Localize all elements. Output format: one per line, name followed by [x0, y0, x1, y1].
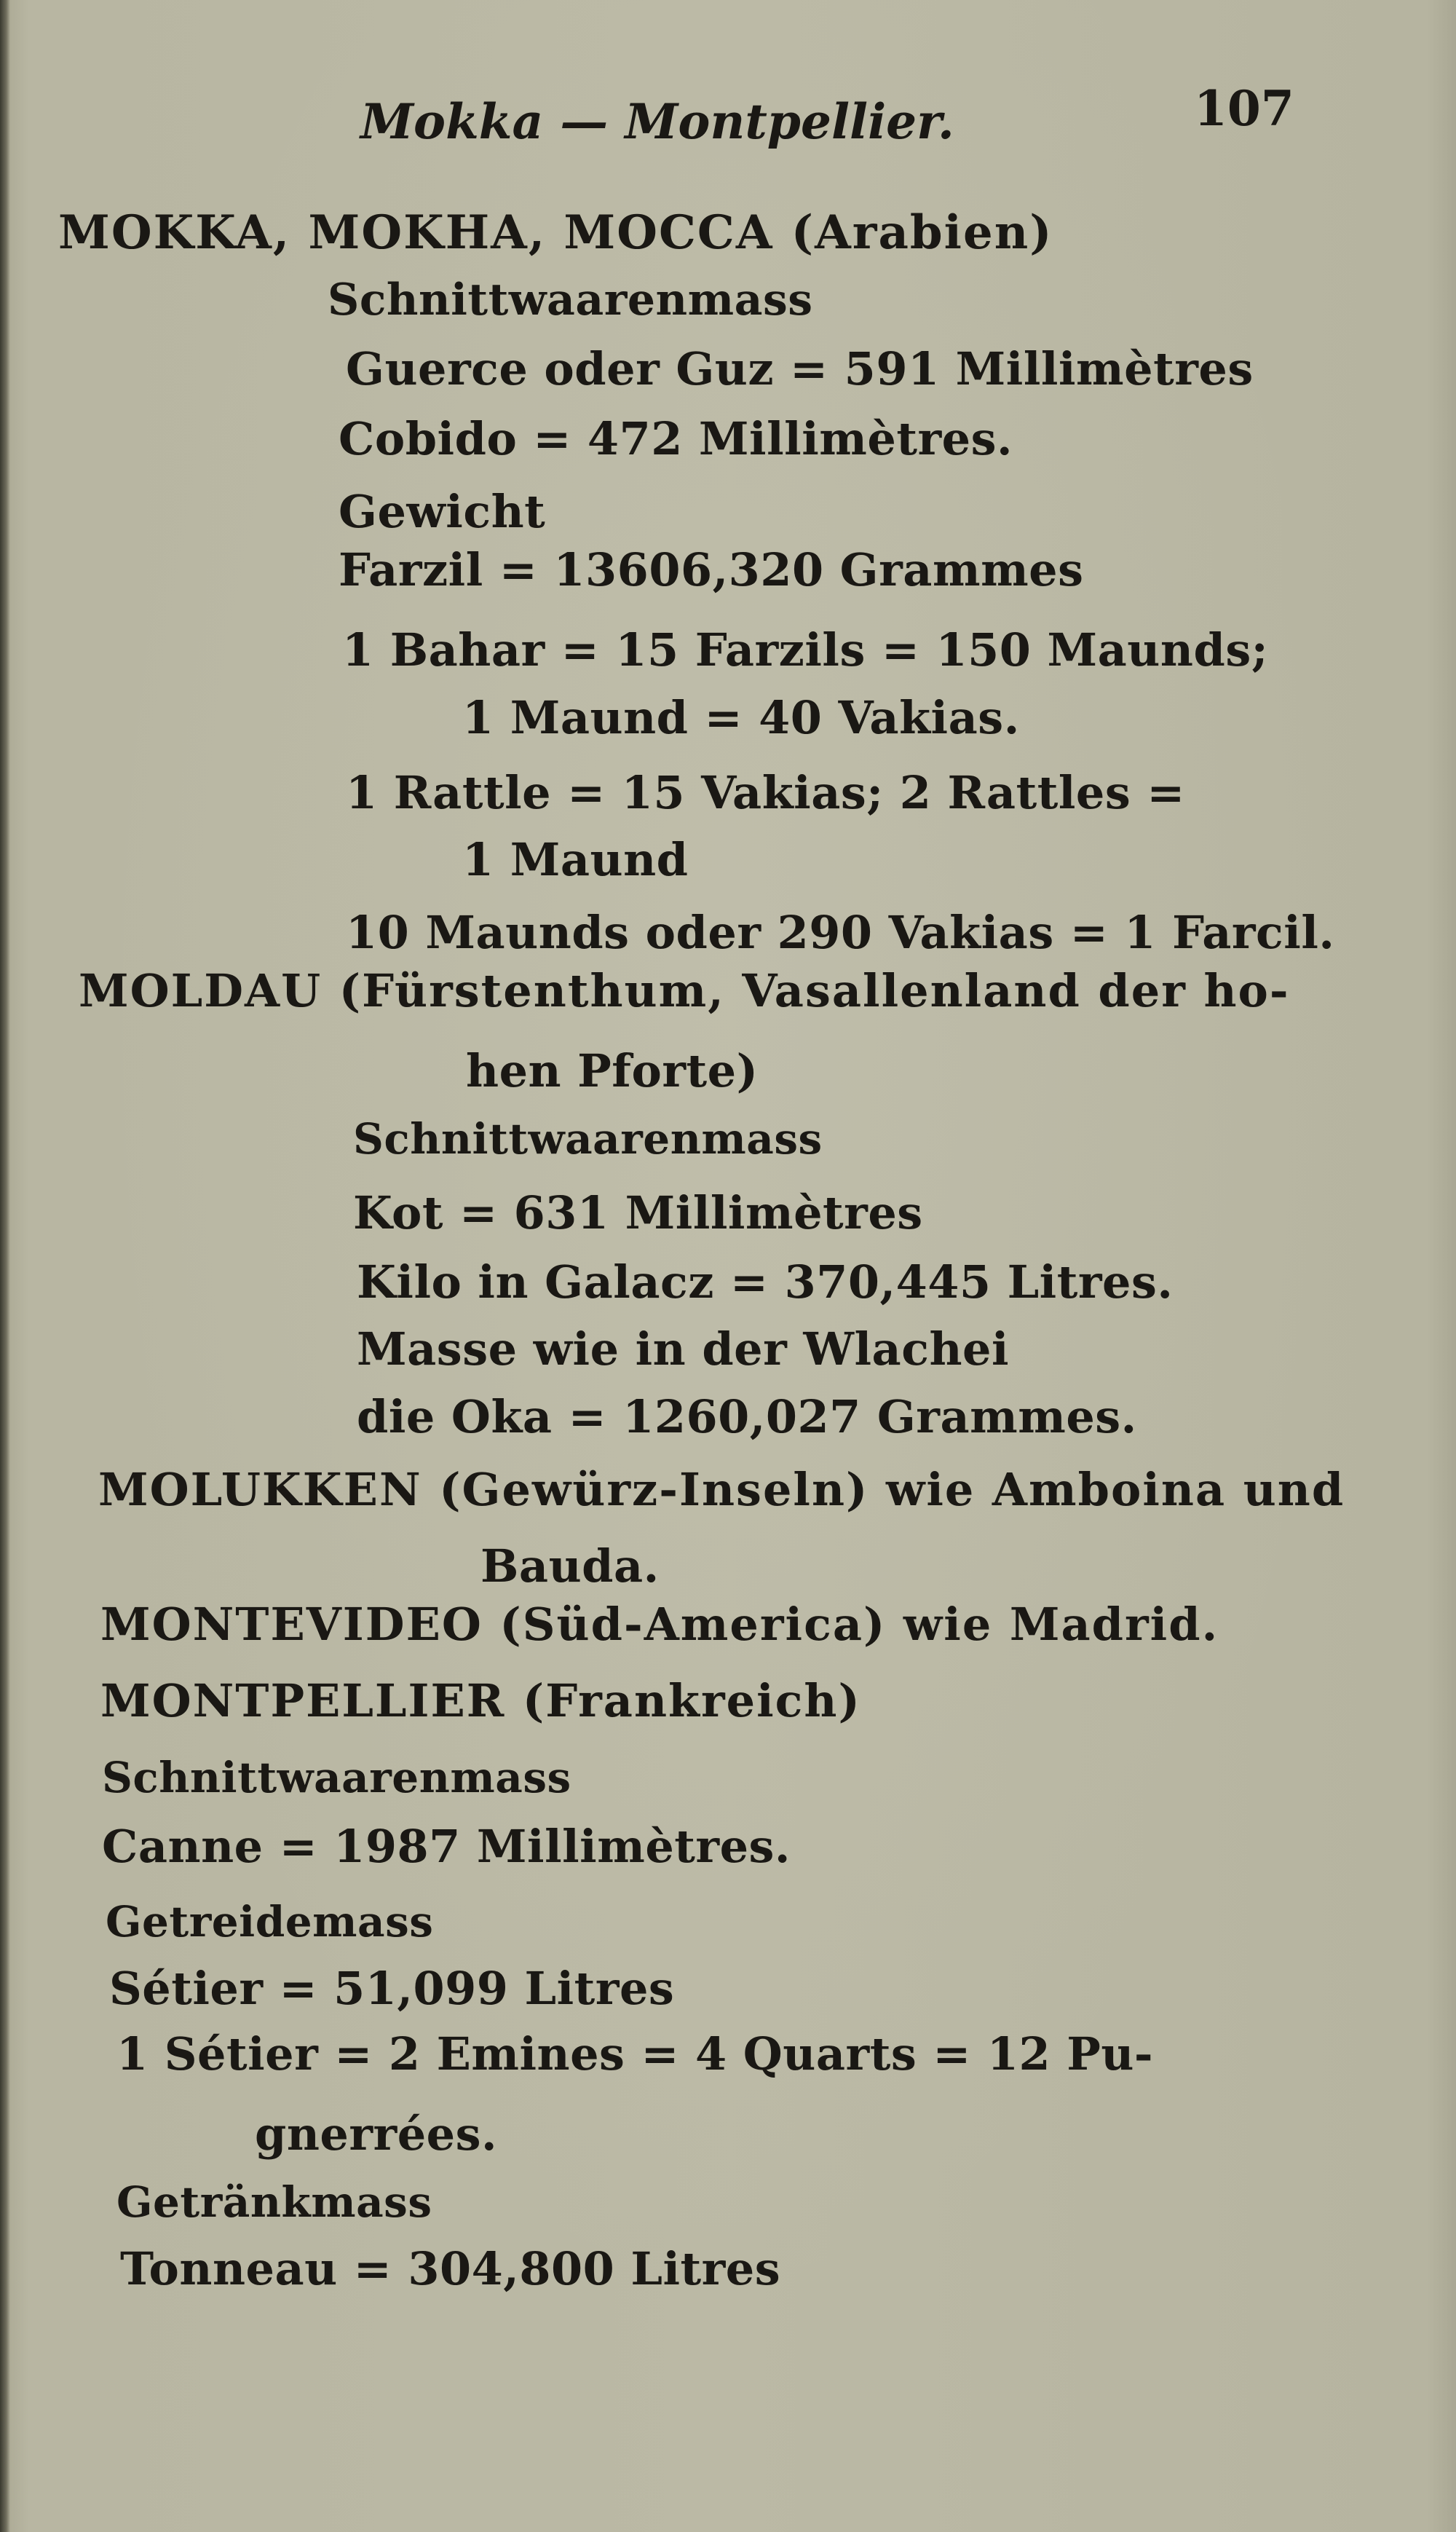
text-line: Kilo in Galacz = 370,445 Litres.: [357, 1255, 1174, 1309]
entry-heading-molukken: MOLUKKEN (Gewürz-Inseln) wie Amboina und: [98, 1463, 1345, 1516]
text-line: 1 Rattle = 15 Vakias; 2 Rattles =: [346, 766, 1185, 819]
binding-edge: [0, 0, 10, 2532]
text-line: 1 Maund: [462, 833, 689, 886]
text-line: Guerce oder Guz = 591 Millimètres: [346, 342, 1254, 395]
text-line: Tonneau = 304,800 Litres: [120, 2242, 781, 2295]
text-line: gnerrées.: [255, 2107, 498, 2161]
entry-heading-montevideo: MONTEVIDEO (Süd-America) wie Madrid.: [100, 1598, 1219, 1651]
text-line: Getreidemass: [106, 1897, 434, 1947]
text-line: die Oka = 1260,027 Grammes.: [357, 1390, 1137, 1443]
text-line: 1 Sétier = 2 Emines = 4 Quarts = 12 Pu-: [116, 2027, 1154, 2081]
text-line: Canne = 1987 Millimètres.: [102, 1820, 791, 1873]
text-line: hen Pforte): [466, 1044, 759, 1097]
text-line: Schnittwaarenmass: [328, 275, 813, 326]
text-line: Schnittwaarenmass: [102, 1753, 571, 1802]
page-number: 107: [1194, 80, 1294, 137]
text-line: 10 Maunds oder 290 Vakias = 1 Farcil.: [346, 906, 1335, 959]
text-line: Masse wie in der Wlachei: [357, 1322, 1010, 1376]
text-line: Sétier = 51,099 Litres: [109, 1962, 675, 2015]
entry-heading-mokka: MOKKA, MOKHA, MOCCA (Arabien): [58, 205, 1053, 260]
text-line: Gewicht: [339, 485, 546, 538]
text-line: Schnittwaarenmass: [353, 1114, 823, 1164]
text-line: Farzil = 13606,320 Grammes: [339, 543, 1084, 596]
entry-heading-moldau: MOLDAU (Fürstenthum, Vasallenland der ho-: [79, 964, 1290, 1017]
entry-heading-montpellier: MONTPELLIER (Frankreich): [100, 1674, 861, 1727]
running-title: Mokka — Montpellier.: [360, 93, 954, 150]
text-line: 1 Bahar = 15 Farzils = 150 Maunds;: [342, 623, 1269, 677]
text-line: 1 Maund = 40 Vakias.: [462, 691, 1020, 744]
text-line: Cobido = 472 Millimètres.: [339, 412, 1013, 465]
text-line: Getränkmass: [116, 2177, 432, 2227]
text-line: Bauda.: [480, 1539, 660, 1593]
text-line: Kot = 631 Millimètres: [353, 1186, 923, 1239]
